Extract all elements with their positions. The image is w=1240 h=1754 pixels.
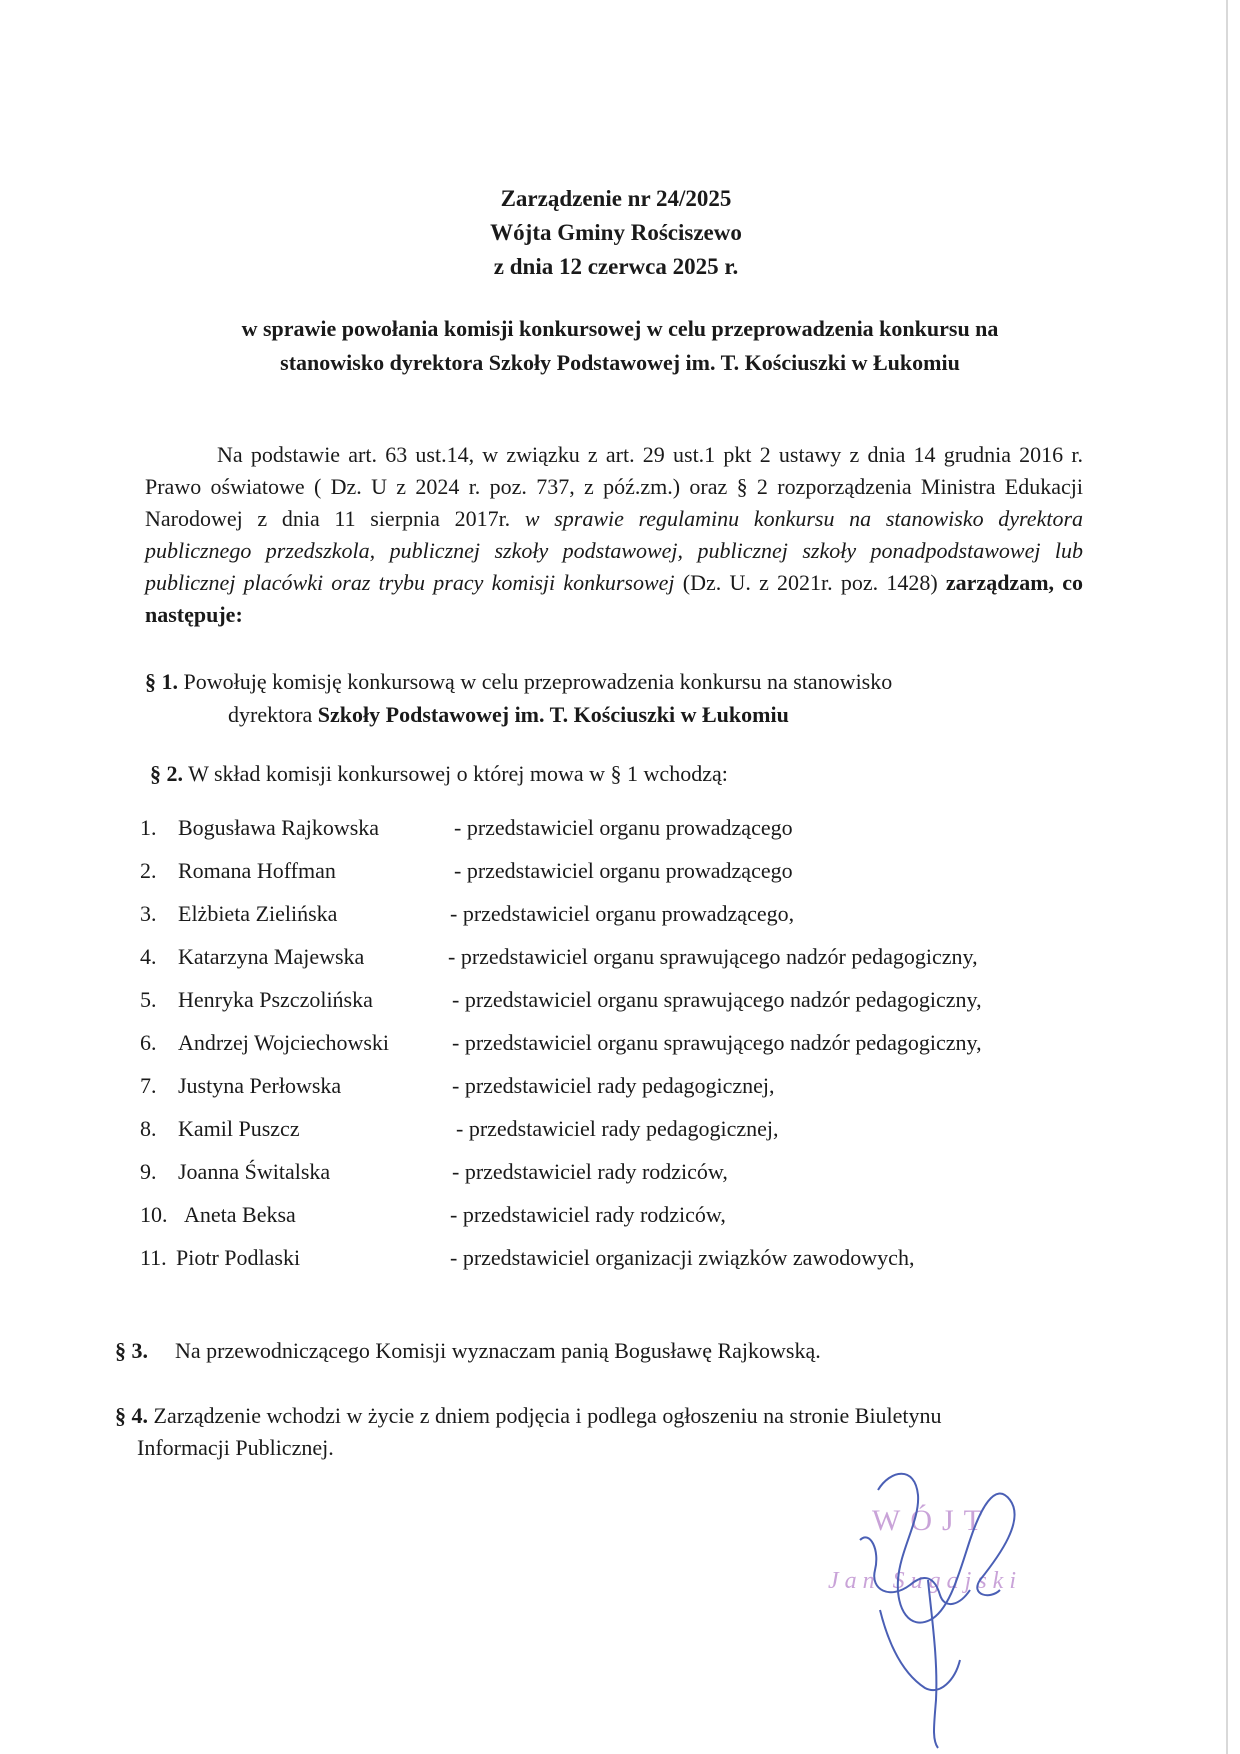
paragraph-text: Powołuję komisję konkursową w celu przeprowadzenia konkursu na stanowisko <box>183 669 893 694</box>
list-item <box>140 812 1080 855</box>
list-item <box>140 984 1080 1027</box>
member-role: - przedstawiciel organu prowadzącego <box>454 815 793 840</box>
paragraph-number: § 1. <box>145 669 178 694</box>
member-number: 4. <box>140 944 157 969</box>
paragraph-number: § 3. <box>115 1338 148 1363</box>
list-item <box>140 898 1080 941</box>
member-number: 2. <box>140 858 157 883</box>
member-name: Piotr Podlaski <box>176 1245 301 1270</box>
member-role: - przedstawiciel rady pedagogicznej, <box>456 1116 779 1141</box>
member-role: - przedstawiciel rady rodziców, <box>452 1159 728 1184</box>
list-item <box>140 1156 1080 1199</box>
regulation-title: w sprawie regulaminu konkursu na stanowisko dyrektora publicznego przedszkola, publicznej szkoły podstawowej, publicznej szkoły ponadpodstawowej lub publicznej placówki oraz trybu pracy komisji konkursowej <box>145 506 1084 595</box>
member-number: 11. <box>140 1245 167 1270</box>
committee-members-list <box>140 812 1080 1285</box>
list-item <box>140 1070 1080 1113</box>
paragraph-2 <box>150 758 1050 790</box>
issuer: Wójta Gminy Rościszewo <box>490 220 742 245</box>
member-number: 7. <box>140 1073 157 1098</box>
list-item <box>140 1199 1080 1242</box>
member-role: - przedstawiciel organu sprawującego nadzór pedagogiczny, <box>448 944 978 969</box>
stamp-title: WÓJT <box>872 1504 992 1537</box>
member-name: Justyna Perłowska <box>178 1073 342 1098</box>
document-header <box>0 182 1232 284</box>
paragraph-text: W skład komisji konkursowej o której mowa w § 1 wchodzą: <box>188 761 728 786</box>
subject <box>170 312 1070 380</box>
member-name: Elżbieta Zielińska <box>178 901 338 926</box>
member-number: 6. <box>140 1030 157 1055</box>
ordinance-number: Zarządzenie nr 24/2025 <box>500 186 732 211</box>
member-number: 3. <box>140 901 157 926</box>
member-role: - przedstawiciel organu sprawującego nadzór pedagogiczny, <box>452 987 982 1012</box>
member-name: Kamil Puszcz <box>178 1116 300 1141</box>
member-number: 10. <box>140 1202 168 1227</box>
paragraph-1 <box>145 665 1085 731</box>
paragraph-text: Na przewodniczącego Komisji wyznaczam panią Bogusławę Rajkowską. <box>175 1338 821 1363</box>
paragraph-number: § 4. <box>115 1403 148 1428</box>
list-item <box>140 1113 1080 1156</box>
list-item <box>140 1027 1080 1070</box>
member-role: - przedstawiciel organu prowadzącego <box>454 858 793 883</box>
member-role: - przedstawiciel rady pedagogicznej, <box>452 1073 775 1098</box>
subject-line-2: stanowisko dyrektora Szkoły Podstawowej im. T. Kościuszki w Łukomiu <box>280 350 960 375</box>
stamp-name: Jan Sugajski <box>828 1568 1022 1594</box>
list-item <box>140 855 1080 898</box>
member-number: 8. <box>140 1116 157 1141</box>
subject-line-1: w sprawie powołania komisji konkursowej w celu przeprowadzenia konkursu na <box>241 316 999 341</box>
member-name: Aneta Beksa <box>184 1202 296 1227</box>
decision-phrase: zarządzam, co następuje: <box>145 570 1084 627</box>
member-number: 1. <box>140 815 157 840</box>
regulation-reference: (Dz. U. z 2021r. poz. 1428) <box>682 570 938 595</box>
member-role: - przedstawiciel organizacji związków zawodowych, <box>450 1245 915 1270</box>
member-number: 5. <box>140 987 157 1012</box>
member-name: Bogusława Rajkowska <box>178 815 380 840</box>
paragraph-4 <box>115 1400 1075 1464</box>
member-name: Katarzyna Majewska <box>178 944 365 969</box>
issue-date: z dnia 12 czerwca 2025 r. <box>493 254 739 279</box>
signature-stamp <box>820 1460 1080 1750</box>
legal-basis <box>145 439 1083 631</box>
paragraph-3 <box>115 1335 1065 1367</box>
member-role: - przedstawiciel organu sprawującego nadzór pedagogiczny, <box>452 1030 982 1055</box>
member-name: Romana Hoffman <box>178 858 336 883</box>
member-role: - przedstawiciel organu prowadzącego, <box>450 901 795 926</box>
paragraph-text: Zarządzenie wchodzi w życie z dniem podjęcia i podlega ogłoszeniu na stronie Biuletynu <box>153 1403 942 1428</box>
paragraph-number: § 2. <box>150 761 183 786</box>
member-name: Andrzej Wojciechowski <box>178 1030 390 1055</box>
list-item <box>140 1242 1080 1285</box>
member-name: Henryka Pszczolińska <box>178 987 373 1012</box>
paragraph-text: dyrektora <box>228 702 313 727</box>
paragraph-text: Informacji Publicznej. <box>137 1435 334 1460</box>
school-name: Szkoły Podstawowej im. T. Kościuszki w Łukomiu <box>317 702 789 727</box>
legal-basis-text: Na podstawie art. 63 ust.14, w związku z art. 29 ust.1 pkt 2 ustawy z dnia 14 grudnia 2016 r. Prawo oświatowe ( Dz. U z 2024 r. poz. 737, z póź.zm.) oraz § 2 rozporządzenia Ministra Edukacji Narodowej z dnia 11 sierpnia 2017r. <box>145 442 1083 531</box>
member-name: Joanna Świtalska <box>178 1159 331 1184</box>
member-role: - przedstawiciel rady rodziców, <box>450 1202 726 1227</box>
handwritten-signature <box>820 1460 1080 1750</box>
list-item <box>140 941 1080 984</box>
member-number: 9. <box>140 1159 157 1184</box>
